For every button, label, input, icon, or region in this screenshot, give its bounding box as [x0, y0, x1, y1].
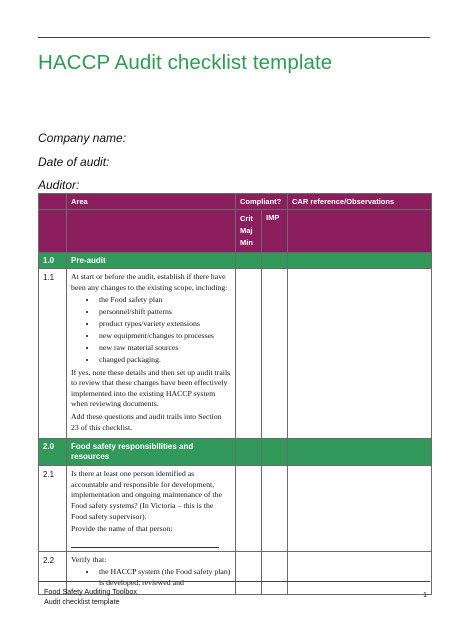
footer-rule	[38, 581, 430, 582]
table-row: 1.1 At start or before the audit, establish if there have been any changes to the existing scope, including: • the Food safety plan • personnel/shift patterns • product types/variety extensions • new equipment/changes to processes • new raw material sources • changed packaging. If yes, note these details and then set up audit trails to review that these changes have been effectively implemented into the existing HACCP system when reviewing documents. Add these questions and audit trails into Section 23 of this checklist.	[39, 269, 432, 439]
observations-cell[interactable]	[288, 551, 432, 594]
section-title: Pre-audit	[71, 256, 106, 265]
row-content: Is there at least one person identified as accountable and responsible for development, implementation and ongoing maintenance of the Food safety systems? (In Victoria – this is the Food safety supervisor). Provide the name of that person:	[67, 466, 235, 551]
imp-cell[interactable]	[262, 466, 288, 552]
severity-cell[interactable]	[236, 466, 262, 552]
section-title: Food safety responsibilities and resources	[71, 442, 194, 462]
bullet-list: • the HACCP system (the Food safety plan) is developed, reviewed and	[71, 567, 231, 588]
section-row-1: 1.0 Pre-audit	[39, 253, 432, 269]
company-name-label: Company name:	[38, 131, 127, 145]
severity-header: Crit Maj Min	[240, 214, 253, 247]
car-observations-header: CAR reference/Observations	[292, 197, 395, 206]
area-header: Area	[71, 197, 88, 206]
observations-cell[interactable]	[288, 269, 432, 439]
page-title: HACCP Audit checklist template	[38, 51, 333, 74]
compliant-header: Compliant?	[240, 197, 282, 206]
footer-title: Food Safety Auditing Toolbox	[44, 587, 137, 596]
name-entry-line[interactable]	[71, 547, 219, 548]
top-rule	[38, 37, 430, 38]
auditor-label: Auditor:	[38, 178, 80, 192]
audit-date-label: Date of audit:	[38, 155, 110, 169]
row-content: Verify that: • the HACCP system (the Food safety plan) is developed, reviewed and	[67, 552, 235, 594]
page-number: 1	[423, 590, 427, 599]
table-row: 2.1 Is there at least one person identified as accountable and responsible for development, implementation and ongoing maintenance of the Food safety systems? (In Victoria – this is the Food safety supervisor). Provide the name of that person:	[39, 466, 432, 552]
imp-cell[interactable]	[262, 551, 288, 594]
audit-checklist-table	[38, 193, 432, 595]
footer-subtitle: Audit checklist template	[44, 597, 120, 606]
imp-header: IMP	[266, 213, 280, 222]
section-row-2: 2.0 Food safety responsibilities and resources	[39, 439, 432, 466]
bullet-list: • the Food safety plan • personnel/shift patterns • product types/variety extensions • new equipment/changes to processes • new raw material sources • changed packaging.	[71, 295, 231, 366]
imp-cell[interactable]	[262, 269, 288, 439]
observations-cell[interactable]	[288, 466, 432, 552]
row-content: At start or before the audit, establish if there have been any changes to the existing scope, including: • the Food safety plan • personnel/shift patterns • product types/variety extensions • new equipment/changes to processes • new raw material sources • changed packaging. If yes, note these details and then set up audit trails to review that these changes have been effectively implemented into the existing HACCP system when reviewing documents. Add these questions and audit trails into Section 23 of this checklist.	[67, 269, 235, 438]
severity-cell[interactable]	[236, 269, 262, 439]
table-row: 2.2 Verify that: • the HACCP system (the Food safety plan) is developed, reviewed and	[39, 551, 432, 594]
table-subheader-row	[39, 210, 432, 253]
severity-cell[interactable]	[236, 551, 262, 594]
table-header-row	[39, 194, 432, 210]
